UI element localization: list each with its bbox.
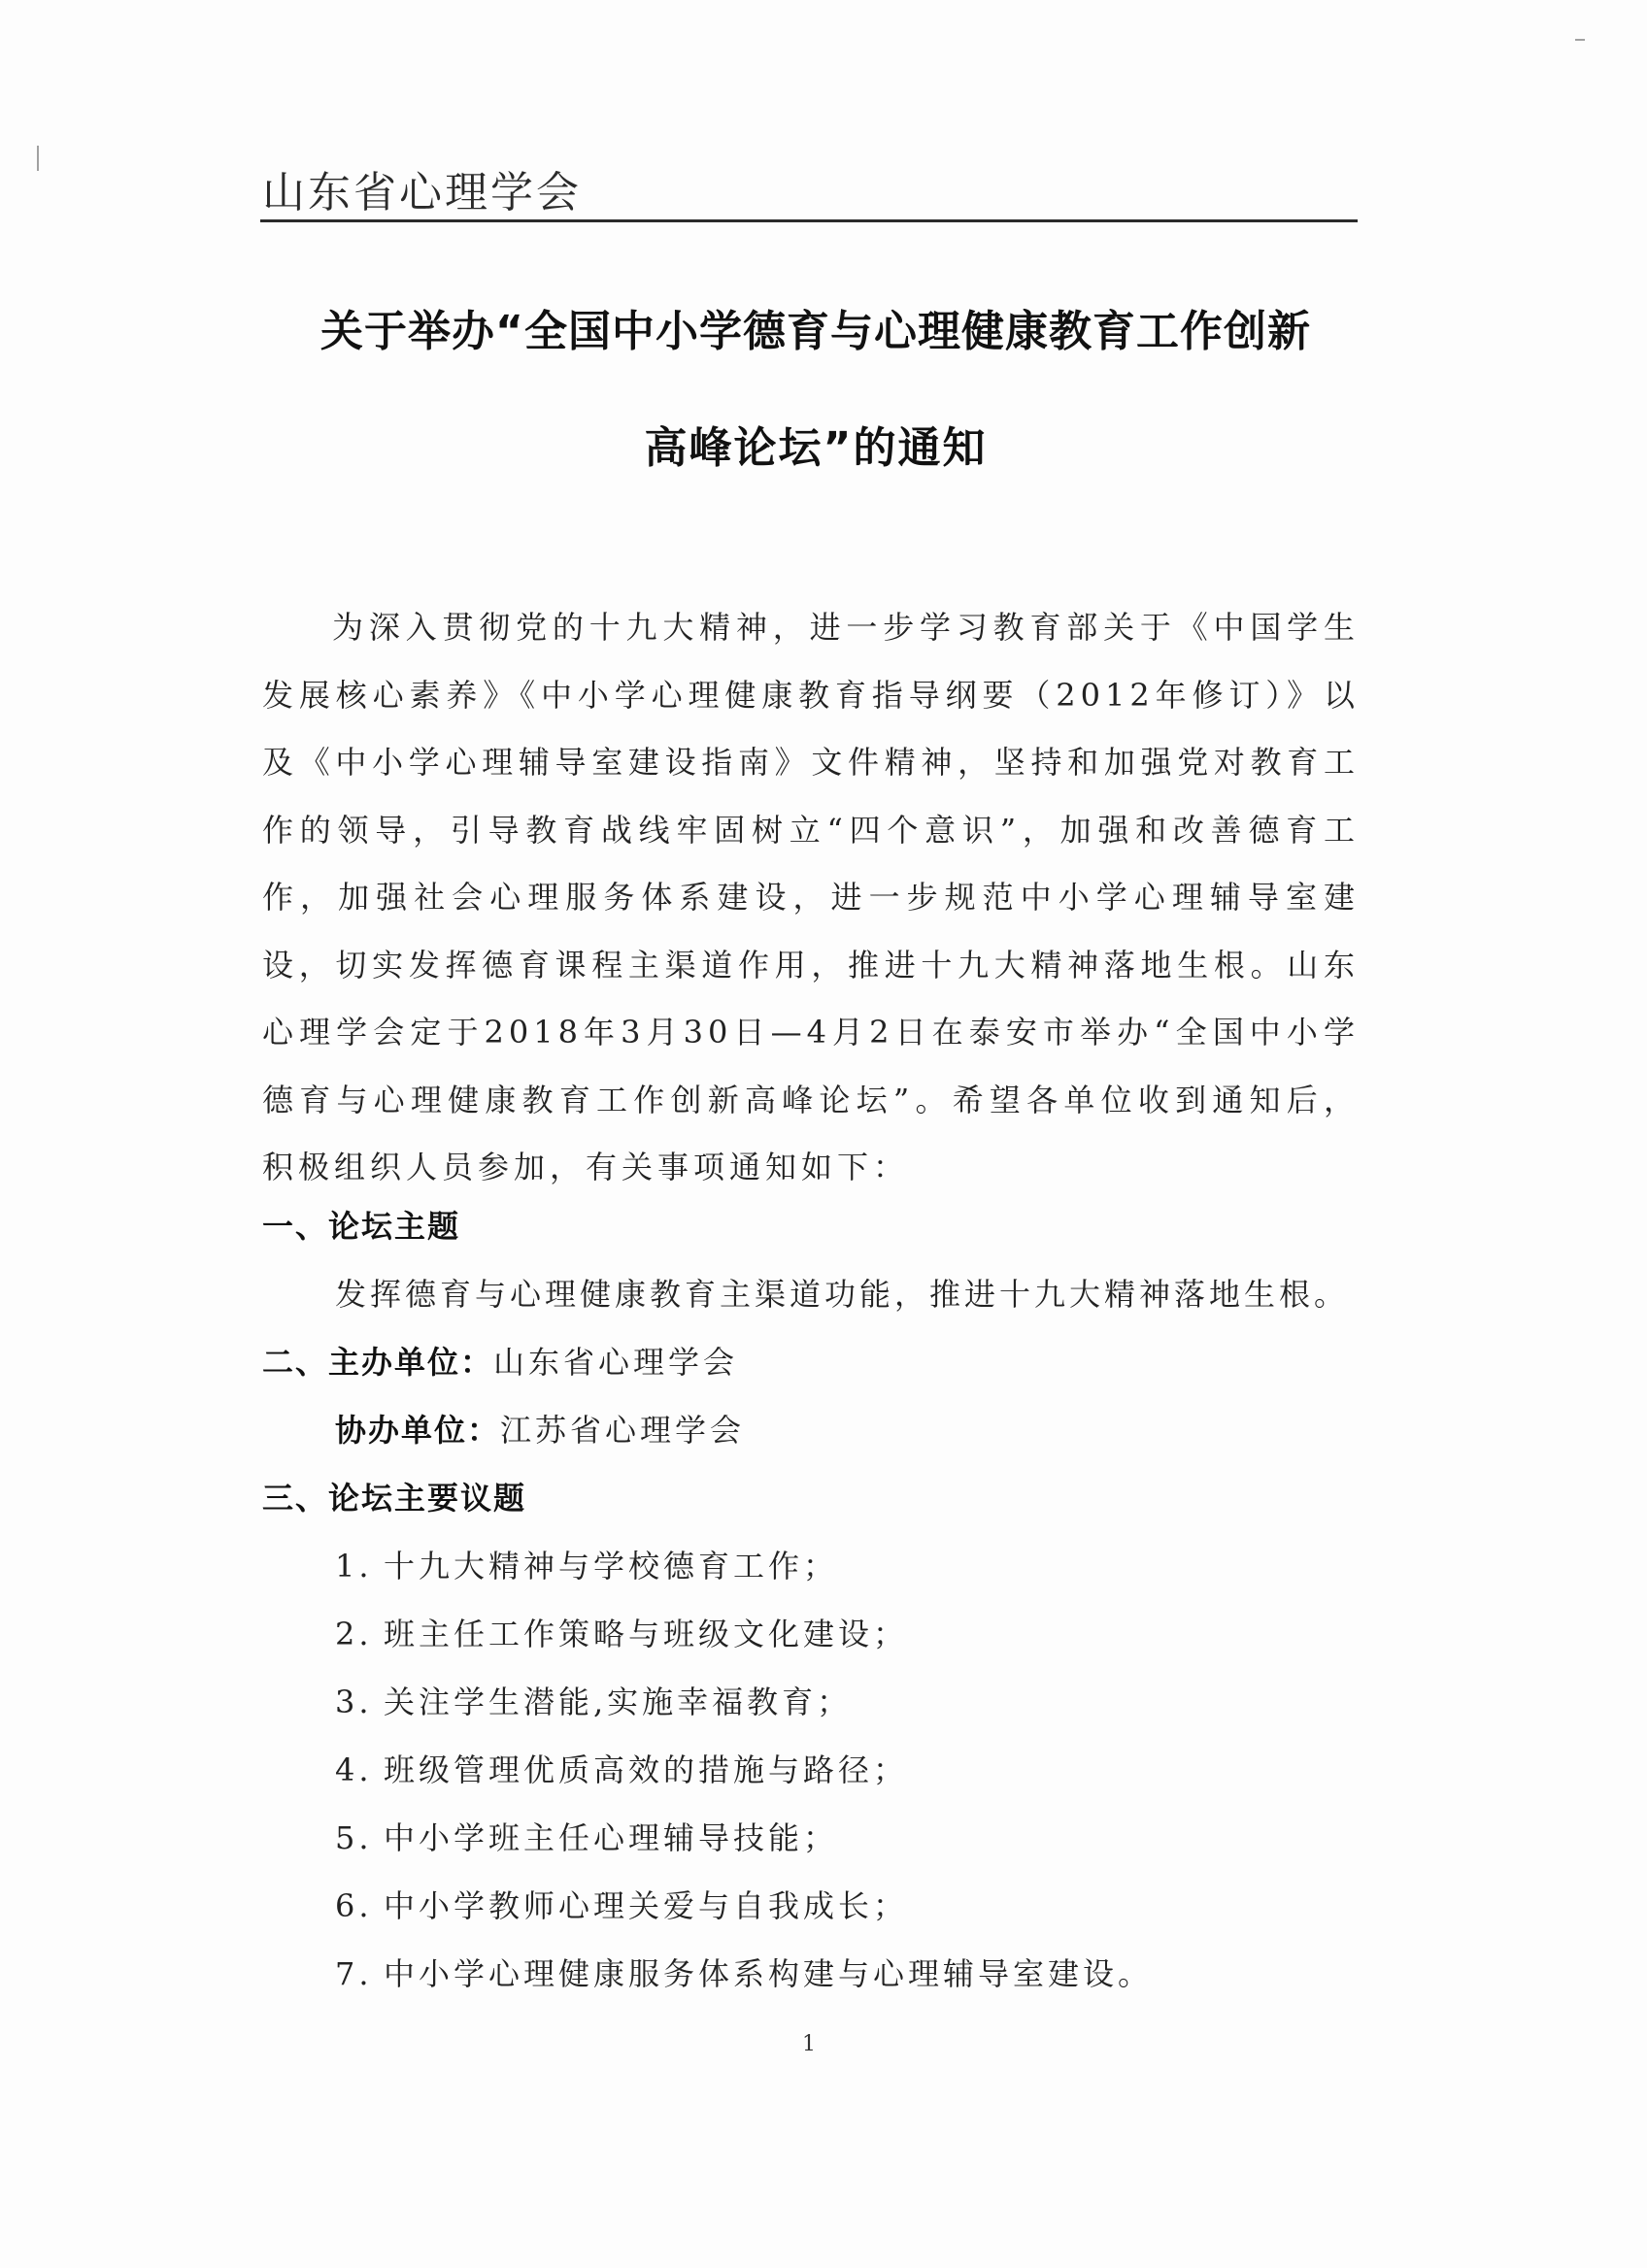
section-1-content: 发挥德育与心理健康教育主渠道功能，推进十九大精神落地生根。	[335, 1276, 1350, 1313]
section-1-heading: 一、论坛主题	[262, 1208, 461, 1245]
topic-text: 中小学班主任心理辅导技能；	[384, 1819, 839, 1856]
co-host-label: 协办单位：	[335, 1412, 501, 1449]
topic-item	[335, 1610, 908, 1654]
topic-item	[335, 1814, 838, 1858]
topic-text: 中小学心理健康服务体系构建与心理辅导室建设。	[384, 1955, 1154, 1992]
org-header: 山东省心理学会	[262, 168, 582, 217]
header-divider	[260, 219, 1358, 222]
topic-text: 十九大精神与学校德育工作；	[384, 1548, 839, 1584]
topic-item	[335, 1746, 908, 1790]
topic-item	[335, 1542, 838, 1586]
topic-number: 3.	[335, 1684, 373, 1720]
topic-text: 关注学生潜能,实施幸福教育；	[384, 1684, 853, 1720]
topic-item	[335, 1882, 908, 1926]
topic-item	[335, 1950, 1153, 1994]
scan-mark-corner	[1575, 39, 1585, 41]
topic-text: 班级管理优质高效的措施与路径；	[384, 1751, 909, 1788]
section-2-heading: 二、主办单位：	[262, 1344, 494, 1381]
topic-number: 7.	[335, 1955, 373, 1992]
document-title-line-2: 高峰论坛”的通知	[644, 423, 988, 473]
host-organization: 山东省心理学会	[493, 1344, 739, 1381]
topic-number: 2.	[335, 1616, 373, 1652]
intro-paragraph: 为深入贯彻党的十九大精神，进一步学习教育部关于《中国学生发展核心素养》《中小学心理健康教育指导纲要（2012年修订）》以及《中小学心理辅导室建设指南》文件精神，坚持和加强党对教育工作的领导，引导教育战线牢固树立“四个意识”，加强和改善德育工作，加强社会心理服务体系建设，进一步规范中小学心理辅导室建设，切实发挥德育课程主渠道作用，推进十九大精神落地生根。山东心理学会定于2018年3月30日—4月2日在泰安市举办“全国中小学德育与心理健康教育工作创新高峰论坛”。希望各单位收到通知后，积极组织人员参加，有关事项通知如下：	[262, 609, 1360, 1185]
topic-text: 班主任工作策略与班级文化建设；	[384, 1616, 909, 1652]
topic-number: 4.	[335, 1751, 373, 1788]
co-host-organization: 江苏省心理学会	[500, 1412, 746, 1449]
topic-text: 中小学教师心理关爱与自我成长；	[384, 1887, 909, 1924]
topic-number: 5.	[335, 1819, 373, 1856]
document-title-line-1: 关于举办“全国中小学德育与心理健康教育工作创新	[320, 307, 1311, 356]
scan-mark-left	[37, 146, 39, 171]
topic-number: 1.	[335, 1548, 373, 1584]
section-2-line	[262, 1338, 738, 1383]
co-host-line	[335, 1406, 745, 1451]
section-3-heading: 三、论坛主要议题	[262, 1480, 527, 1517]
topic-item	[335, 1678, 852, 1722]
topic-number: 6.	[335, 1887, 373, 1924]
page-number: 1	[802, 2032, 816, 2056]
